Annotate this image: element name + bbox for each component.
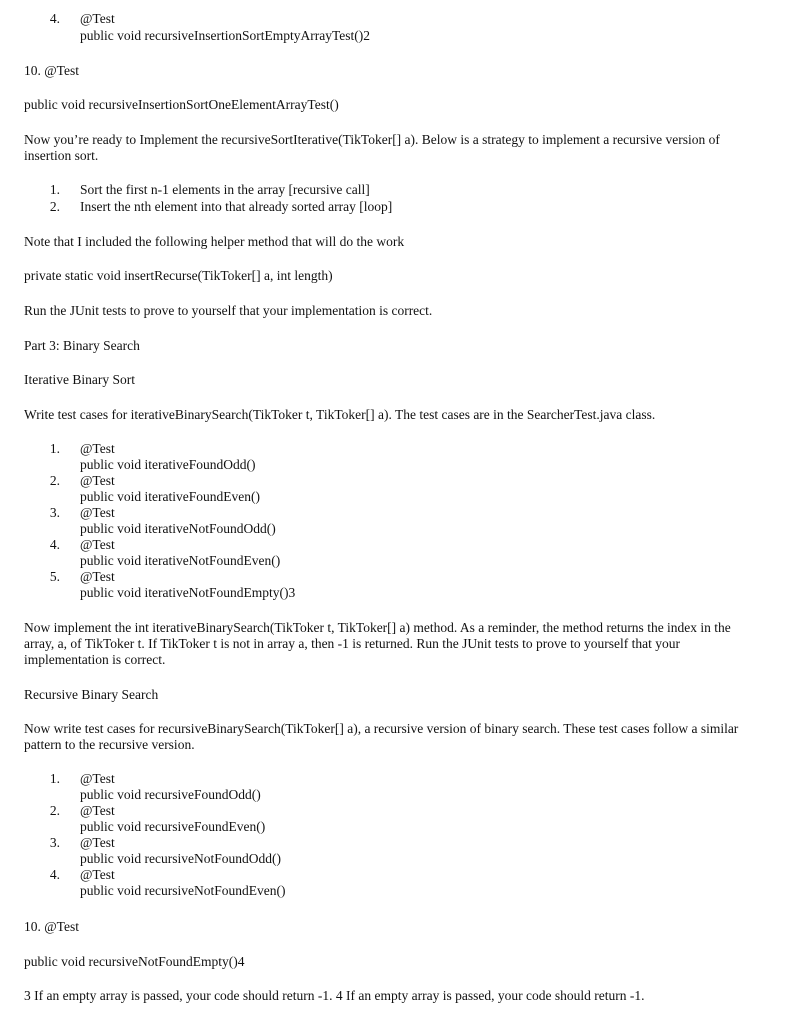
helper-signature: private static void insertRecurse(TikToker[] a, int length): [24, 268, 333, 283]
test-method: public void recursiveNotFoundOdd(): [80, 851, 281, 866]
insertion-intro: Now you’re ready to Implement the recursiveSortIterative(TikToker[] a). Below is a strategy to implement a recursive version of insertion sort.: [24, 132, 720, 163]
test-method: public void iterativeNotFoundEven(): [80, 553, 281, 568]
subsection-heading: Iterative Binary Sort: [24, 372, 135, 387]
test-method: public void iterativeNotFoundEmpty()3: [80, 585, 296, 600]
list-number: 2.: [49, 199, 60, 214]
test-method: public void recursiveInsertionSortEmptyArrayTest()2: [80, 28, 370, 43]
test-method: public void recursiveFoundEven(): [80, 819, 266, 834]
subsection-heading: Recursive Binary Search: [24, 687, 159, 702]
strategy-step: Sort the first n-1 elements in the array [recursive call]: [80, 182, 370, 197]
test-annotation: @Test: [80, 835, 115, 850]
list-number: 2.: [49, 803, 60, 818]
section-heading: Part 3: Binary Search: [24, 338, 140, 353]
list-number: 3.: [49, 835, 60, 850]
list-number: 1.: [49, 182, 60, 197]
test-method: public void iterativeFoundEven(): [80, 489, 260, 504]
numbered-annotation: 10. @Test: [24, 919, 79, 934]
list-number: 2.: [49, 473, 60, 488]
test-method: public void recursiveNotFoundEven(): [80, 883, 286, 898]
test-method: public void recursiveFoundOdd(): [80, 787, 261, 802]
test-annotation: @Test: [80, 441, 115, 456]
list-number: 4.: [49, 11, 60, 26]
test-annotation: @Test: [80, 867, 115, 882]
iterative-implementation-note: Now implement the int iterativeBinarySearch(TikToker t, TikToker[] a) method. As a reminder, the method returns the index in the array, a, of TikToker t. If TikToker t is not in array a, then -1 is returned. Run the JUnit tests to prove to yourself that your implementation is correct.: [24, 620, 731, 667]
test-annotation: @Test: [80, 11, 115, 26]
list-number: 1.: [49, 771, 60, 786]
test-annotation: @Test: [80, 505, 115, 520]
footnotes: 3 If an empty array is passed, your code should return -1. 4 If an empty array is passed, your code should return -1.: [24, 988, 645, 1003]
numbered-annotation: 10. @Test: [24, 63, 79, 78]
helper-note: Note that I included the following helper method that will do the work: [24, 234, 405, 249]
recursive-intro: Now write test cases for recursiveBinarySearch(TikToker[] a), a recursive version of binary search. These test cases follow a similar pattern to the recursive version.: [24, 721, 739, 752]
test-method: public void iterativeFoundOdd(): [80, 457, 256, 472]
list-number: 4.: [49, 867, 60, 882]
list-number: 5.: [49, 569, 60, 584]
test-annotation: @Test: [80, 537, 115, 552]
test-annotation: @Test: [80, 803, 115, 818]
test-method: public void iterativeNotFoundOdd(): [80, 521, 276, 536]
test-annotation: @Test: [80, 771, 115, 786]
test-annotation: @Test: [80, 569, 115, 584]
test-method: public void recursiveNotFoundEmpty()4: [24, 954, 245, 969]
strategy-step: Insert the nth element into that already sorted array [loop]: [80, 199, 393, 214]
test-annotation: @Test: [80, 473, 115, 488]
list-number: 1.: [49, 441, 60, 456]
test-method: public void recursiveInsertionSortOneElementArrayTest(): [24, 97, 339, 112]
list-number: 4.: [49, 537, 60, 552]
run-tests-note: Run the JUnit tests to prove to yourself that your implementation is correct.: [24, 303, 433, 318]
iterative-intro: Write test cases for iterativeBinarySearch(TikToker t, TikToker[] a). The test cases are in the SearcherTest.java class.: [24, 407, 656, 422]
list-number: 3.: [49, 505, 60, 520]
